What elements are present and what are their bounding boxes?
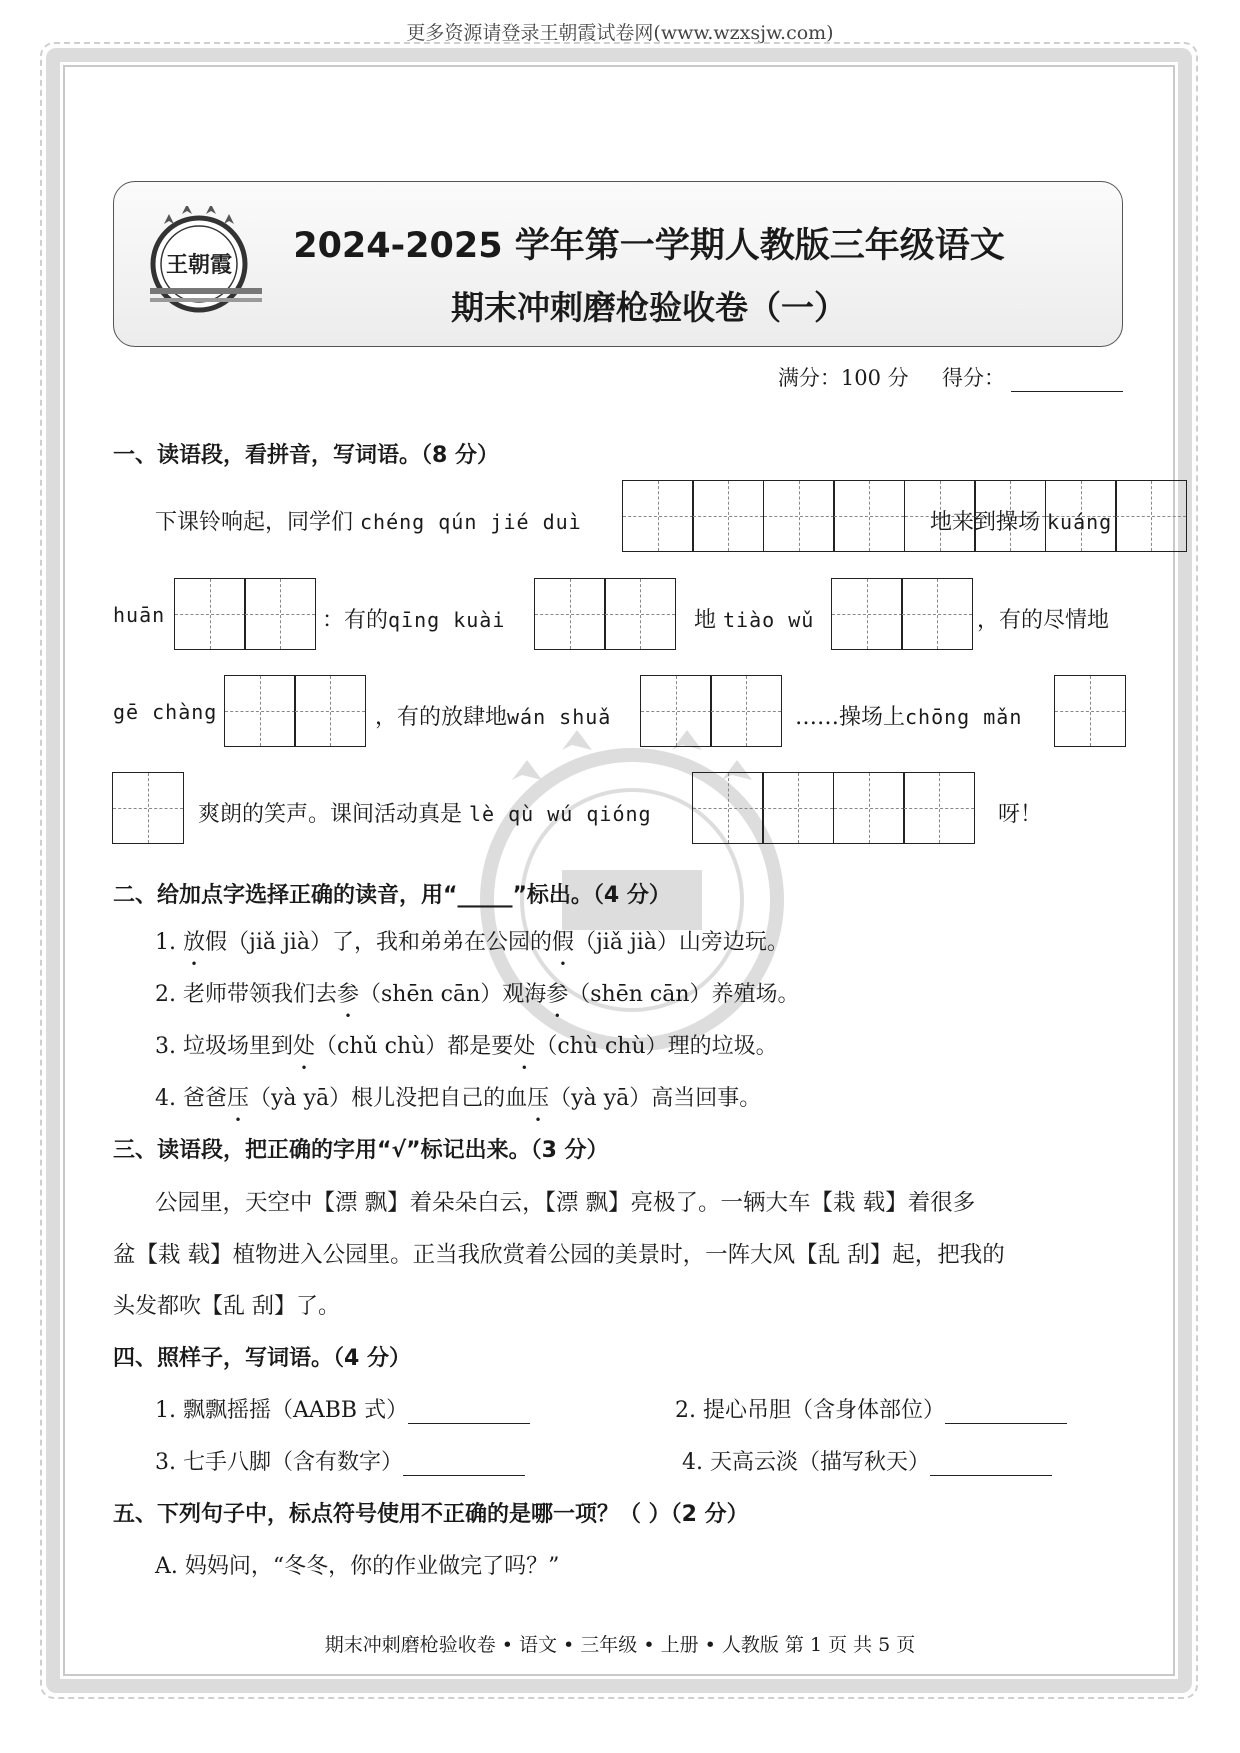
answer-grid-3[interactable] bbox=[535, 578, 676, 650]
answer-grid-9[interactable] bbox=[693, 772, 975, 844]
answer-line[interactable] bbox=[945, 1403, 1067, 1424]
s2-item-3: 3. 垃圾场里到处（chǔ chù）都是要处（chù chù）理的垃圾。 bbox=[155, 1034, 778, 1059]
section-1-heading: 一、读语段，看拼音，写词语。（8 分） bbox=[113, 443, 499, 468]
section-2-heading: 二、给加点字选择正确的读音，用“_____”标出。（4 分） bbox=[113, 883, 671, 908]
s4-item-4: 4. 天高云淡（描写秋天） bbox=[682, 1445, 1052, 1476]
s1-text-11: 呀！ bbox=[998, 802, 1043, 827]
top-note: 更多资源请登录王朝霞试卷网(www.wzxsjw.com) bbox=[406, 22, 834, 44]
s4-item-2: 2. 提心吊胆（含身体部位） bbox=[675, 1393, 1067, 1424]
section-4-heading: 四、照样子，写词语。（4 分） bbox=[113, 1346, 411, 1371]
s1-text-8: ，有的放肆地wán shuǎ bbox=[375, 705, 612, 730]
s2-item-4: 4. 爸爸压（yà yā）根儿没把自己的血压（yà yā）高当回事。 bbox=[155, 1086, 762, 1111]
title-line-2: 期末冲刺磨枪验收卷（一） bbox=[451, 288, 847, 327]
s2-item-2: 2. 老师带领我们去参（shēn cān）观海参（shēn cān）养殖场。 bbox=[155, 982, 800, 1007]
answer-grid-7[interactable] bbox=[1055, 675, 1126, 747]
header-box bbox=[113, 181, 1123, 347]
s3-para-1: 公园里，天空中【漂 飘】着朵朵白云，【漂 飘】亮极了。一辆大车【栽 载】着很多 bbox=[155, 1190, 976, 1216]
score-label: 得分： bbox=[942, 366, 1005, 390]
score-blank[interactable] bbox=[1011, 371, 1123, 392]
answer-grid-2[interactable] bbox=[175, 578, 316, 650]
s1-text-1: 下课铃响起，同学们 chéng qún jié duì bbox=[155, 510, 582, 535]
s4-item-3: 3. 七手八脚（含有数字） bbox=[155, 1445, 525, 1476]
title-line-1: 2024-2025 学年第一学期人教版三年级语文 bbox=[293, 226, 1005, 266]
footer: 期末冲刺磨枪验收卷 • 语文 • 三年级 • 上册 • 人教版 第 1 页 共 5 页 bbox=[324, 1634, 916, 1656]
s5-option-a: A. 妈妈问，“冬冬，你的作业做完了吗？” bbox=[155, 1554, 560, 1579]
answer-line[interactable] bbox=[408, 1403, 530, 1424]
s1-text-7: gē chàng bbox=[113, 700, 218, 724]
answer-line[interactable] bbox=[403, 1455, 525, 1476]
s2-item-1: 1. 放假（jiǎ jià）了，我和弟弟在公园的假（jiǎ jià）山旁边玩。 bbox=[155, 930, 789, 955]
answer-line[interactable] bbox=[930, 1455, 1052, 1476]
s1-text-5: 地 tiào wǔ bbox=[694, 608, 815, 633]
section-3-heading: 三、读语段，把正确的字用“√”标记出来。（3 分） bbox=[113, 1138, 609, 1163]
answer-grid-4[interactable] bbox=[832, 578, 973, 650]
s4-item-1: 1. 飘飘摇摇（AABB 式） bbox=[155, 1393, 530, 1424]
s1-text-4: ：有的qīng kuài bbox=[322, 608, 506, 633]
logo-text: 王朝霞 bbox=[165, 252, 233, 278]
s1-text-2: 地来到操场 kuáng bbox=[930, 510, 1113, 535]
full-score: 满分：100 分 bbox=[777, 366, 909, 390]
s3-para-3: 头发都吹【乱 刮】了。 bbox=[113, 1294, 340, 1319]
answer-grid-6[interactable] bbox=[641, 675, 782, 747]
section-5-heading: 五、下列句子中，标点符号使用不正确的是哪一项？（ ）（2 分） bbox=[113, 1502, 749, 1527]
s1-text-3: huān bbox=[113, 603, 166, 627]
score-line bbox=[778, 362, 1123, 392]
answer-grid-5[interactable] bbox=[225, 675, 366, 747]
answer-grid-8[interactable] bbox=[113, 772, 184, 844]
s1-text-10: 爽朗的笑声。课间活动真是 lè qù wú qióng bbox=[198, 802, 652, 827]
s3-para-2: 盆【栽 载】植物进入公园里。正当我欣赏着公园的美景时，一阵大风【乱 刮】起，把我的 bbox=[113, 1242, 1005, 1268]
s1-text-9: ……操场上chōng mǎn bbox=[795, 705, 1023, 730]
s1-text-6: ，有的尽情地 bbox=[977, 608, 1110, 633]
